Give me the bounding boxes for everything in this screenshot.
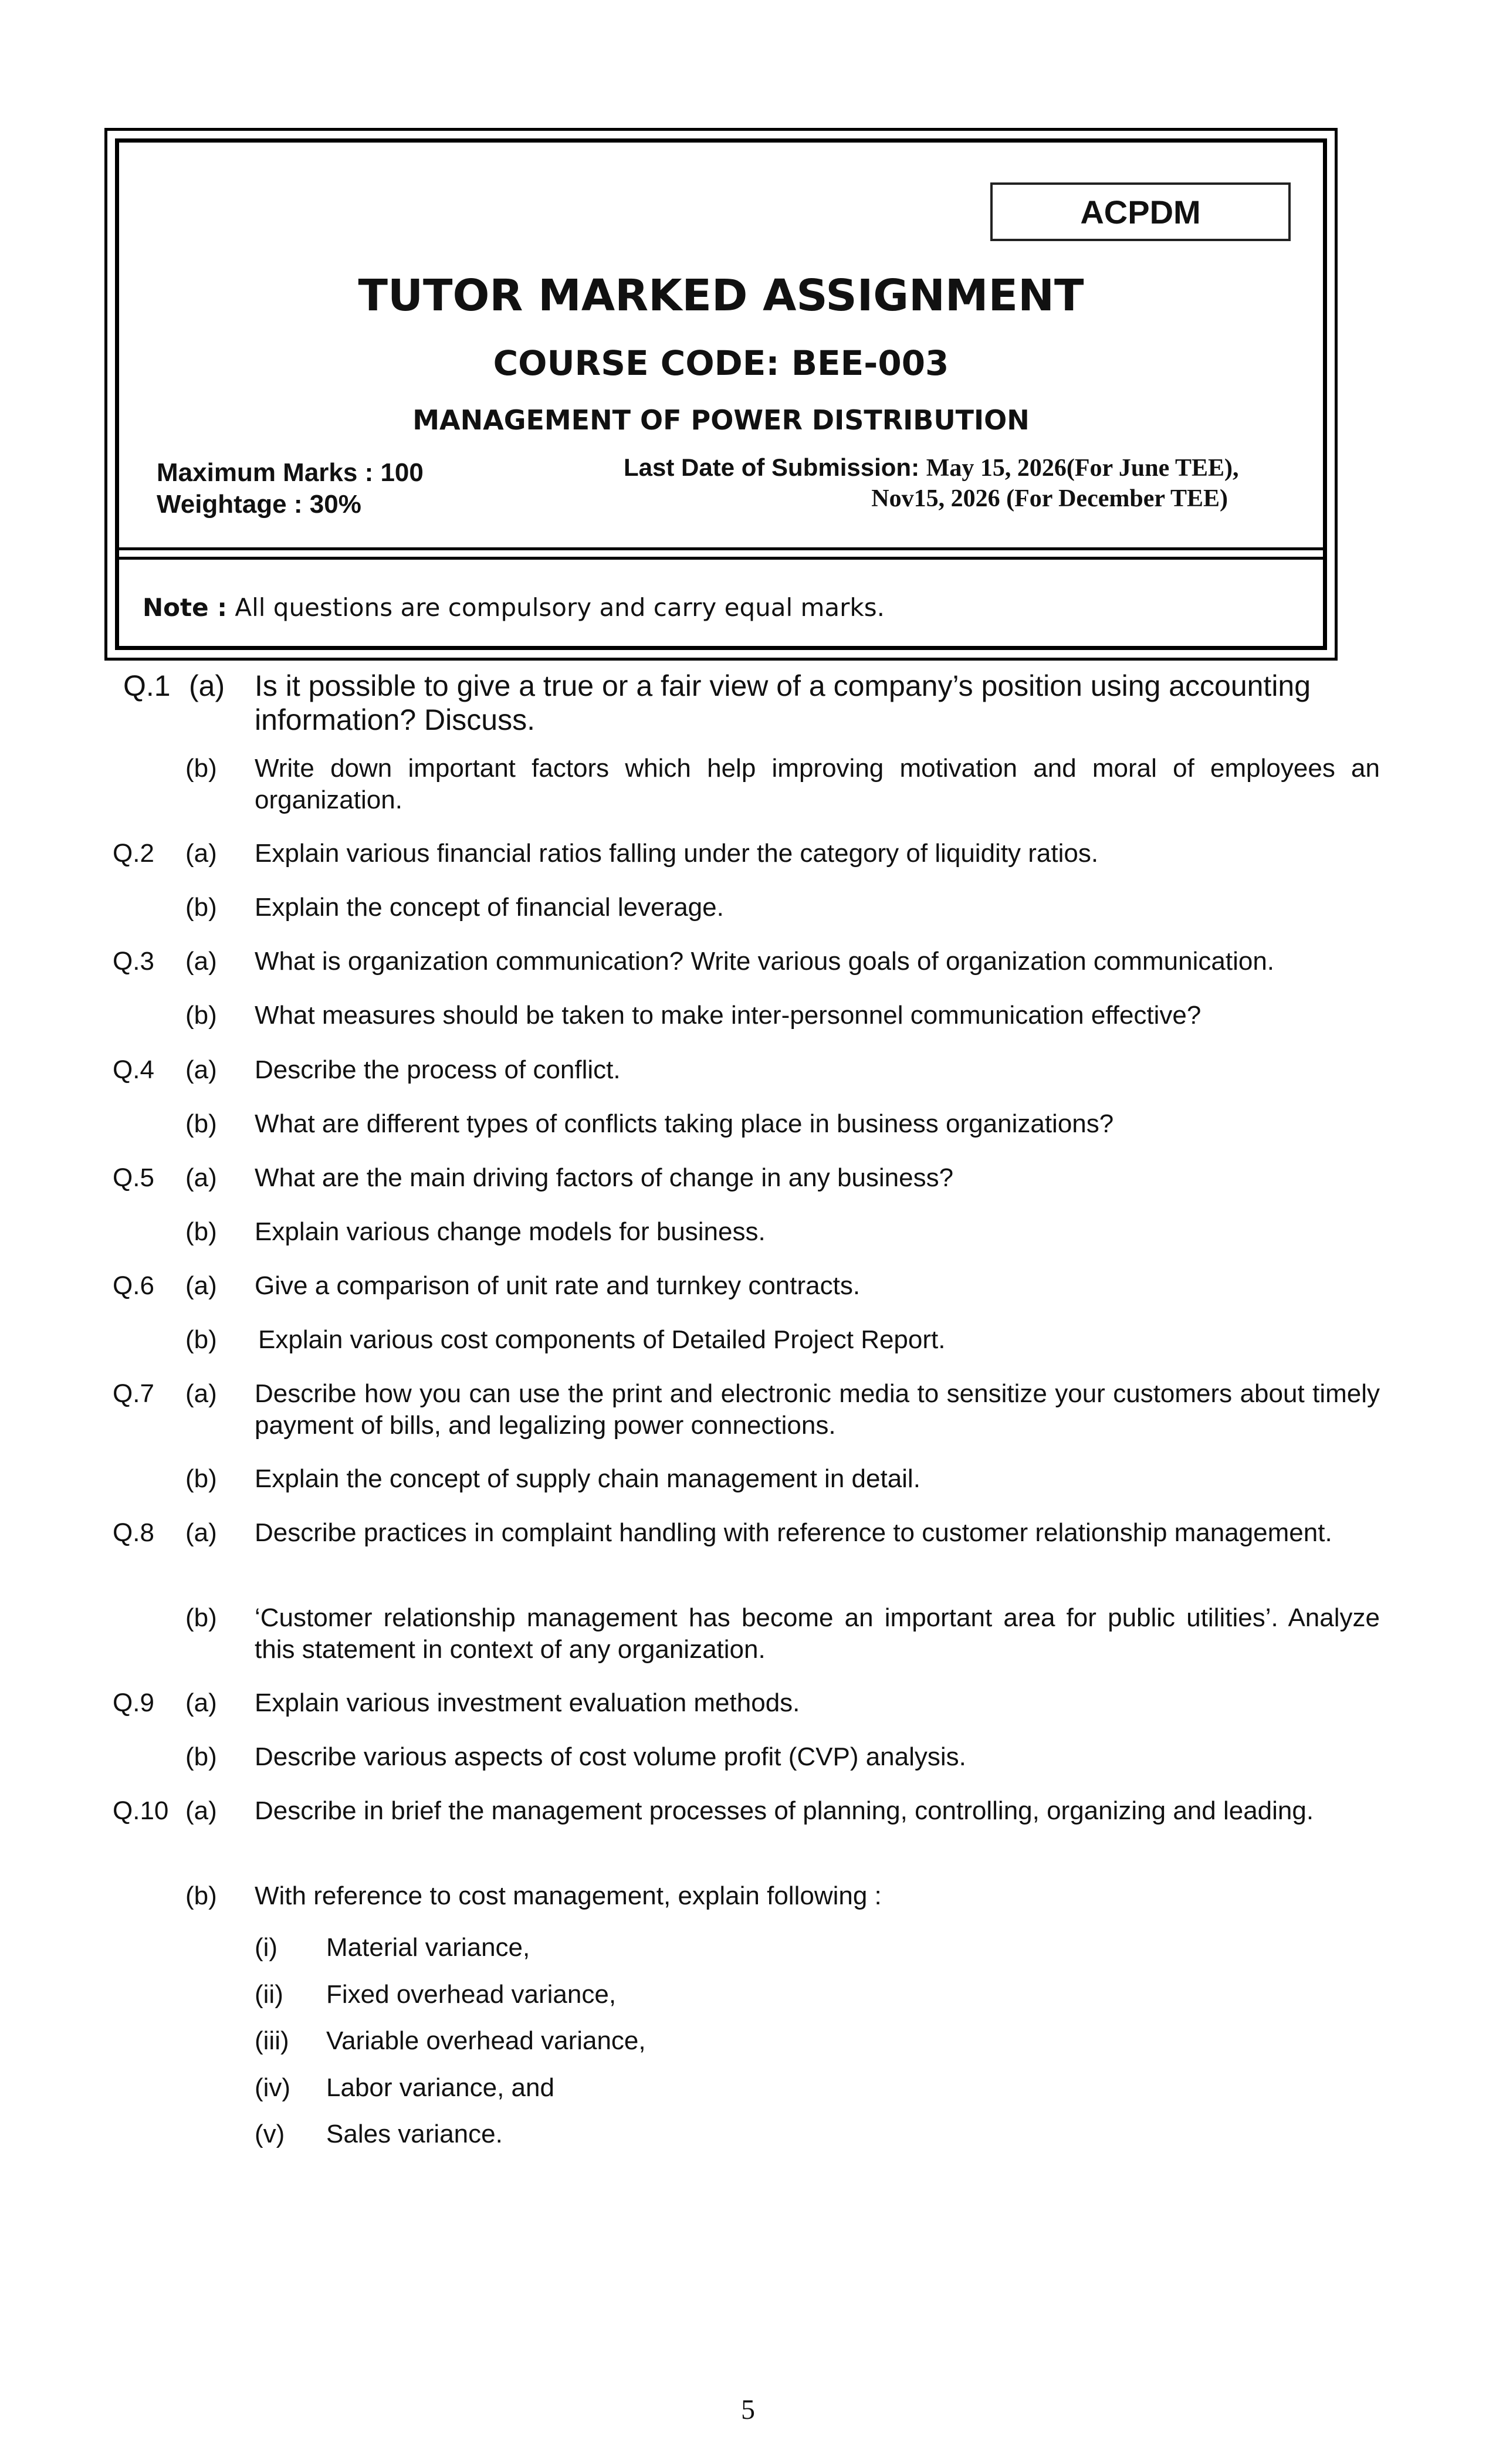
question-8b-label: (b) <box>185 1603 217 1632</box>
assignment-title: TUTOR MARKED ASSIGNMENT <box>358 270 1084 321</box>
question-1b-label: (b) <box>185 754 217 783</box>
question-5a-label: (a) <box>185 1163 217 1192</box>
header-divider-top <box>119 547 1323 550</box>
question-4-number: Q.4 <box>113 1055 154 1084</box>
sub-item-label: (v) <box>255 2120 285 2148</box>
question-1a-text: Is it possible to give a true or a fair view of a company’s position using accounting information? Discuss. <box>255 669 1311 736</box>
question-7-number: Q.7 <box>113 1379 154 1408</box>
header-divider-bottom <box>119 557 1323 560</box>
question-9a-label: (a) <box>185 1688 217 1717</box>
sub-item-text: Material variance, <box>326 1933 530 1962</box>
question-5a-text: What are the main driving factors of change in any business? <box>255 1163 954 1192</box>
page-number: 5 <box>741 2394 755 2425</box>
question-1-number: Q.1 <box>123 669 171 702</box>
question-10a-label: (a) <box>185 1796 217 1825</box>
sub-item-label: (i) <box>255 1933 278 1962</box>
sub-item-text: Labor variance, and <box>326 2073 554 2102</box>
question-3a-label: (a) <box>185 947 217 976</box>
marks-block <box>157 457 424 520</box>
question-5b-text: Explain various change models for business. <box>255 1217 766 1246</box>
sub-item-text: Variable overhead variance, <box>326 2026 646 2055</box>
question-1b-text: Write down important factors which help improving motivation and moral of employees an organization. <box>255 754 1380 814</box>
question-9b-text: Describe various aspects of cost volume profit (CVP) analysis. <box>255 1742 966 1771</box>
question-7b-label: (b) <box>185 1464 217 1493</box>
question-9a-text: Explain various investment evaluation methods. <box>255 1688 800 1717</box>
sub-item-label: (ii) <box>255 1980 283 2009</box>
question-8a-label: (a) <box>185 1518 217 1547</box>
question-6-number: Q.6 <box>113 1271 154 1300</box>
question-6a-label: (a) <box>185 1271 217 1300</box>
maximum-marks: Maximum Marks : 100 <box>157 458 424 487</box>
question-7a-label: (a) <box>185 1379 217 1408</box>
question-6b-text: Explain various cost components of Detailed Project Report. <box>258 1325 946 1354</box>
note-label: Note : <box>143 593 227 622</box>
question-2b-label: (b) <box>185 893 217 922</box>
question-7a-text: Describe how you can use the print and electronic media to sensitize your customers about timely payment of bills, and legalizing power connections. <box>255 1379 1380 1440</box>
note-text: All questions are compulsory and carry equal marks. <box>235 593 885 622</box>
question-8-number: Q.8 <box>113 1518 154 1547</box>
submission-date-june: May 15, 2026(For June TEE), <box>926 455 1239 482</box>
sub-item-text: Sales variance. <box>326 2120 503 2148</box>
question-9b-label: (b) <box>185 1742 217 1771</box>
question-4a-text: Describe the process of conflict. <box>255 1055 621 1084</box>
submission-date-block <box>624 452 1386 514</box>
submission-date-december: Nov15, 2026 (For December TEE) <box>871 485 1228 512</box>
assignment-header-inner <box>115 138 1327 650</box>
note <box>143 593 885 622</box>
question-4a-label: (a) <box>185 1055 217 1084</box>
question-3a-text: What is organization communication? Write various goals of organization communication. <box>255 947 1275 976</box>
sub-item-text: Fixed overhead variance, <box>326 1980 617 2009</box>
question-10b-text: With reference to cost management, explain following : <box>255 1881 882 1910</box>
question-8b-text: ‘Customer relationship management has become an important area for public utilities’. Analyze this statement in context of any organization. <box>255 1603 1380 1664</box>
question-5b-label: (b) <box>185 1217 217 1246</box>
question-2a-text: Explain various financial ratios falling under the category of liquidity ratios. <box>255 839 1099 868</box>
course-code: COURSE CODE: BEE-003 <box>493 343 949 383</box>
course-name: MANAGEMENT OF POWER DISTRIBUTION <box>412 404 1030 436</box>
question-10a-text: Describe in brief the management processes of planning, controlling, organizing and leading. <box>255 1796 1314 1825</box>
question-6a-text: Give a comparison of unit rate and turnkey contracts. <box>255 1271 861 1300</box>
assignment-header-box <box>104 128 1338 661</box>
sub-item-label: (iv) <box>255 2073 291 2102</box>
question-4b-label: (b) <box>185 1109 217 1138</box>
question-5-number: Q.5 <box>113 1163 154 1192</box>
question-2-number: Q.2 <box>113 839 154 868</box>
question-10-number: Q.10 <box>113 1796 169 1825</box>
sub-item-label: (iii) <box>255 2026 289 2055</box>
question-10b-label: (b) <box>185 1881 217 1910</box>
submission-label: Last Date of Submission: <box>624 453 920 481</box>
question-3-number: Q.3 <box>113 947 154 976</box>
question-9-number: Q.9 <box>113 1688 154 1717</box>
question-3b-text: What measures should be taken to make inter-personnel communication effective? <box>255 1001 1201 1030</box>
program-code-box: ACPDM <box>990 182 1291 241</box>
question-3b-label: (b) <box>185 1001 217 1030</box>
question-2a-label: (a) <box>185 839 217 868</box>
question-1a-label: (a) <box>189 669 225 702</box>
question-7b-text: Explain the concept of supply chain management in detail. <box>255 1464 920 1493</box>
question-6b-label: (b) <box>185 1325 217 1354</box>
question-4b-text: What are different types of conflicts taking place in business organizations? <box>255 1109 1114 1138</box>
weightage: Weightage : 30% <box>157 490 361 519</box>
question-2b-text: Explain the concept of financial leverage. <box>255 893 724 922</box>
question-8a-text: Describe practices in complaint handling with reference to customer relationship management. <box>255 1518 1332 1547</box>
